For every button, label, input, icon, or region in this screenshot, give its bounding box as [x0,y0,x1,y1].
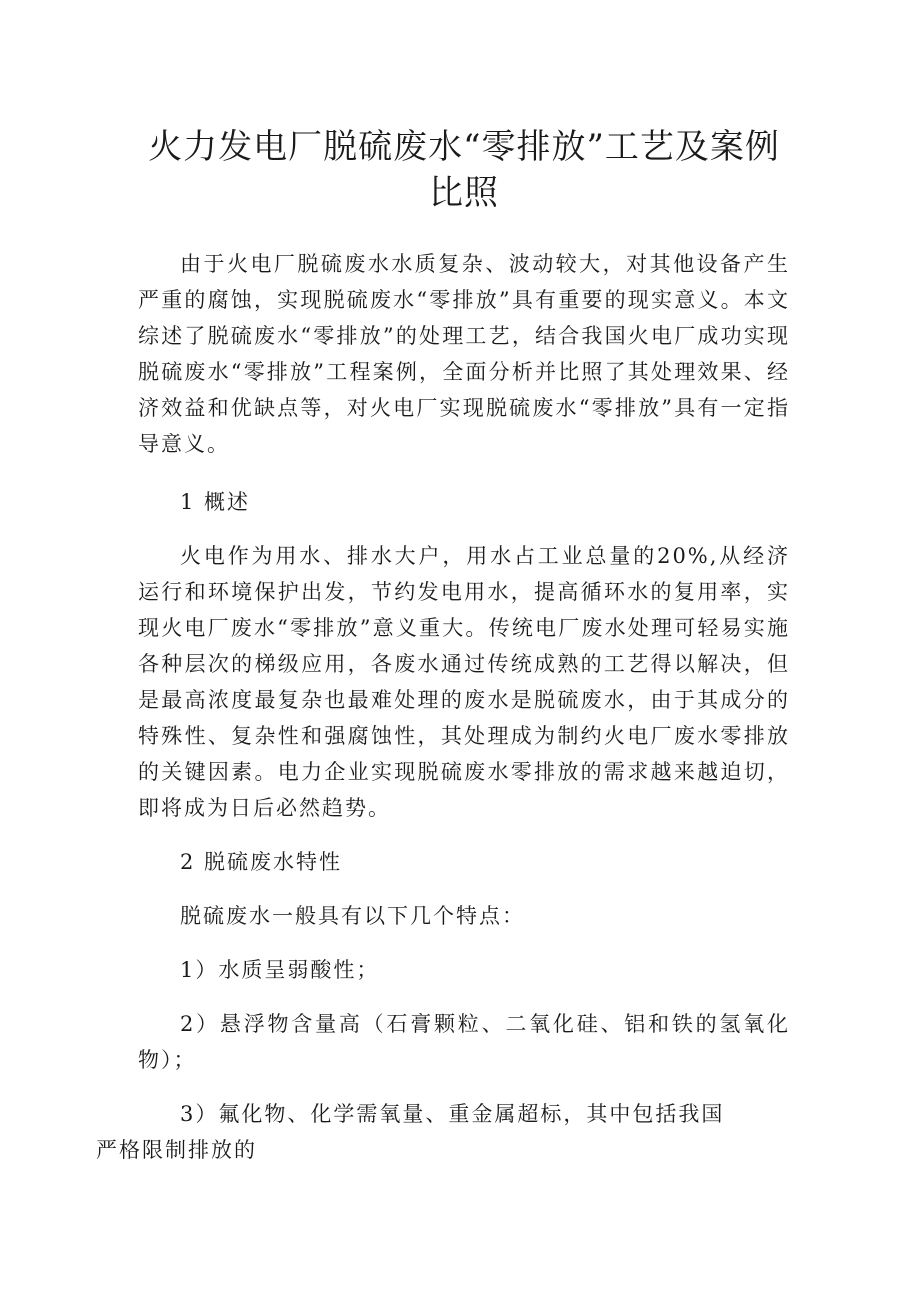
list-item-3 [96,1096,790,1168]
document-body [96,246,790,1168]
intro-paragraph: 由于火电厂脱硫废水水质复杂、波动较大，对其他设备产生严重的腐蚀，实现脱硫废水“零排放”具有重要的现实意义。本文综述了脱硫废水“零排放”的处理工艺，结合我国火电厂成功实现脱硫废水“零排放”工程案例，全面分析并比照了其处理效果、经济效益和优缺点等，对火电厂实现脱硫废水“零排放”具有一定指导意义。 [138,252,790,456]
list-item-3-line-1: 3）氟化物、化学需氧量、重金属超标，其中包括我国 [180,1102,725,1126]
title-line-1: 火力发电厂脱硫废水“零排放”工艺及案例 [148,127,780,167]
document-title [138,124,790,216]
section-1-paragraph: 火电作为用水、排水大户，用水占工业总量的20%,从经济运行和环境保护出发，节约发电用水，提高循环水的复用率，实现火电厂废水“零排放”意义重大。传统电厂废水处理可轻易实施各种层次的梯级应用，各废水通过传统成熟的工艺得以解决，但是最高浓度最复杂也最难处理的废水是脱硫废水，由于其成分的特殊性、复杂性和强腐蚀性，其处理成为制约火电厂废水零排放的关键因素。电力企业实现脱硫废水零排放的需求越来越迫切，即将成为日后必然趋势。 [138,544,790,820]
title-line-2: 比照 [429,173,499,213]
document-page [96,124,790,1168]
list-item-3-line-2: 严格限制排放的 [96,1138,257,1162]
section-2-intro: 脱硫废水一般具有以下几个特点： [180,904,525,928]
section-1-heading: 1 概述 [180,490,251,514]
list-item-1: 1）水质呈弱酸性； [180,958,380,982]
list-item-2: 2）悬浮物含量高（石膏颗粒、二氧化硅、铝和铁的氢氧化物）； [138,1012,790,1072]
section-2-heading: 2 脱硫废水特性 [180,850,343,874]
